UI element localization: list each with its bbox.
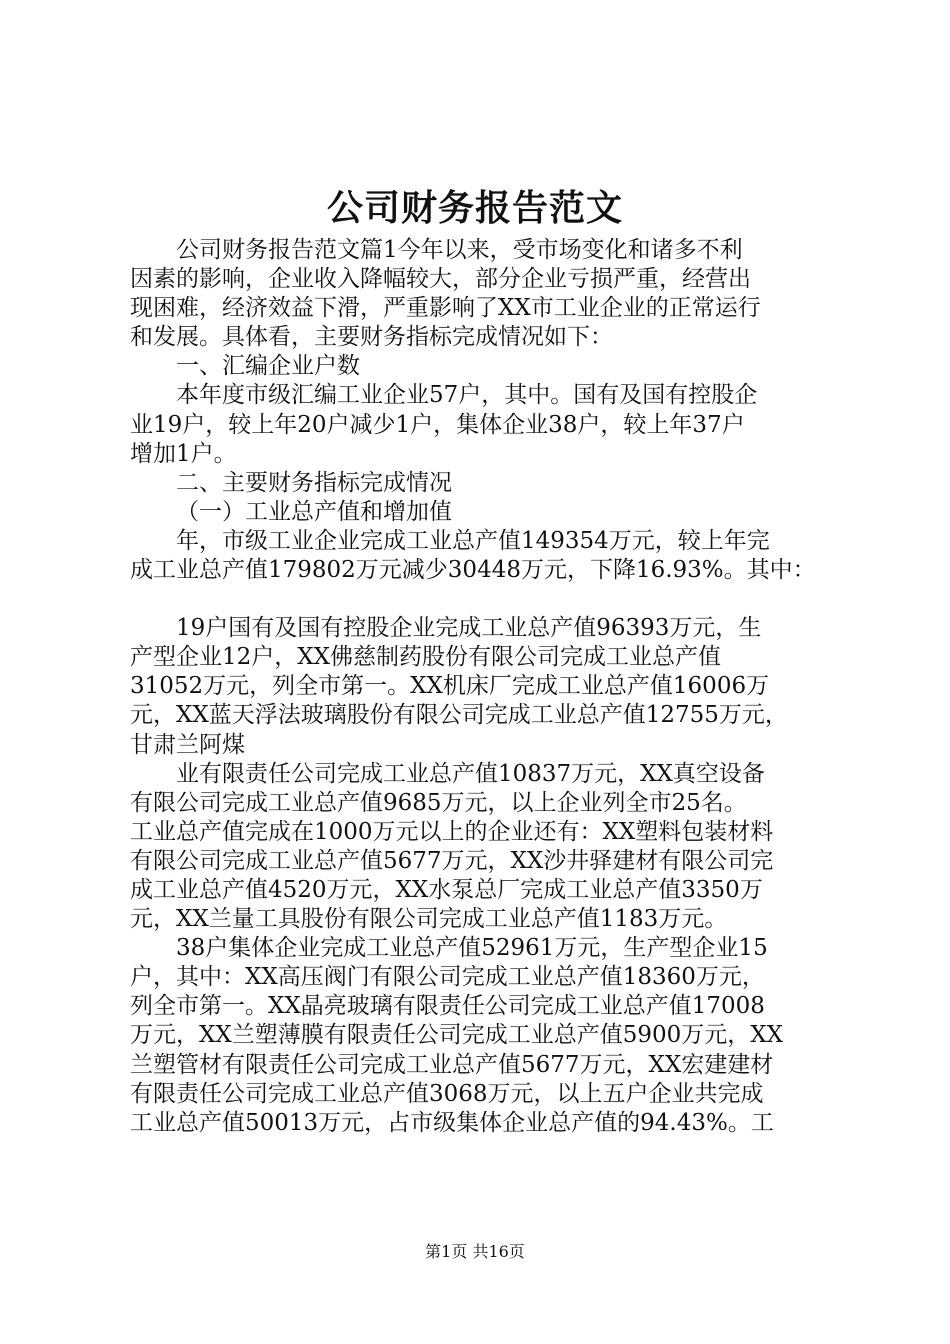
text-line: 业有限责任公司完成工业总产值10837万元，XX真空设备 [176,760,765,787]
document-title: 公司财务报告范文 [326,187,623,229]
text-line: 一、汇编企业户数 [176,353,360,380]
text-line: 户，其中：XX高压阀门有限公司完成工业总产值18360万元， [130,964,765,991]
text-line: 元，XX兰量工具股份有限公司完成工业总产值1183万元。 [130,906,728,933]
text-line: 38户集体企业完成工业总产值52961万元，生产型企业15 [176,935,768,962]
page-number-footer: 第1页 共16页 [425,1242,525,1261]
text-line: 工业总产值50013万元，占市级集体企业总产值的94.43%。工 [130,1109,774,1136]
text-line: 本年度市级汇编工业企业57户，其中。国有及国有控股企 [176,382,758,409]
text-line: 31052万元，列全市第一。XX机床厂完成工业总产值16006万 [130,673,770,700]
text-line: 有限公司完成工业总产值9685万元，以上企业列全市25名。 [130,789,747,816]
paragraph-enterprise-count [130,381,830,468]
text-line: 19户国有及国有控股企业完成工业总产值96393万元，生 [176,615,762,642]
text-line: 因素的影响，企业收入降幅较大，部分企业亏损严重，经营出 [130,266,751,293]
heading-section-1 [130,352,830,381]
text-line: 有限公司完成工业总产值5677万元，XX沙井驿建材有限公司完 [130,847,774,874]
text-line: 增加1户。 [130,440,237,467]
paragraph-state-owned [130,614,830,759]
text-line: 工业总产值完成在1000万元以上的企业还有：XX塑料包装材料 [130,818,774,845]
text-line: 成工业总产值4520万元，XX水泵总厂完成工业总产值3350万 [130,876,763,903]
blank-line [130,585,830,614]
text-line: 产型企业12户，XX佛慈制药股份有限公司完成工业总产值 [130,644,722,671]
text-line: 甘肃兰阿煤 [130,731,245,758]
text-line: 现困难，经济效益下滑，严重影响了XX市工业企业的正常运行 [130,295,761,322]
text-line: 二、主要财务指标完成情况 [176,469,452,496]
paragraph-collective [130,934,830,1138]
text-line: 和发展。具体看，主要财务指标完成情况如下： [130,324,613,351]
text-line: 年，市级工业企业完成工业总产值149354万元，较上年完 [176,527,770,554]
paragraph-other-enterprises [130,760,830,935]
paragraph-intro [130,236,830,352]
text-line: 兰塑管材有限责任公司完成工业总产值5677万元，XX宏建建材 [130,1051,774,1078]
document-body [130,236,830,1138]
text-line: （一）工业总产值和增加值 [176,498,452,525]
text-line: 成工业总产值179802万元减少30448万元，下降16.93%。其中： [130,557,816,584]
text-line: 元，XX蓝天浮法玻璃股份有限公司完成工业总产值12755万元， [130,702,788,729]
text-line: 业19户，较上年20户减少1户，集体企业38户，较上年37户 [130,411,745,438]
text-line: 有限责任公司完成工业总产值3068万元，以上五户企业共完成 [130,1080,764,1107]
text-line: 万元，XX兰塑薄膜有限责任公司完成工业总产值5900万元，XX [130,1022,784,1049]
paragraph-output-value [130,527,830,585]
heading-section-2 [130,469,830,498]
text-line: 列全市第一。XX晶亮玻璃有限责任公司完成工业总产值17008 [130,993,765,1020]
heading-subsection-1 [130,498,830,527]
text-line: 公司财务报告范文篇1今年以来，受市场变化和诸多不利 [176,237,743,263]
